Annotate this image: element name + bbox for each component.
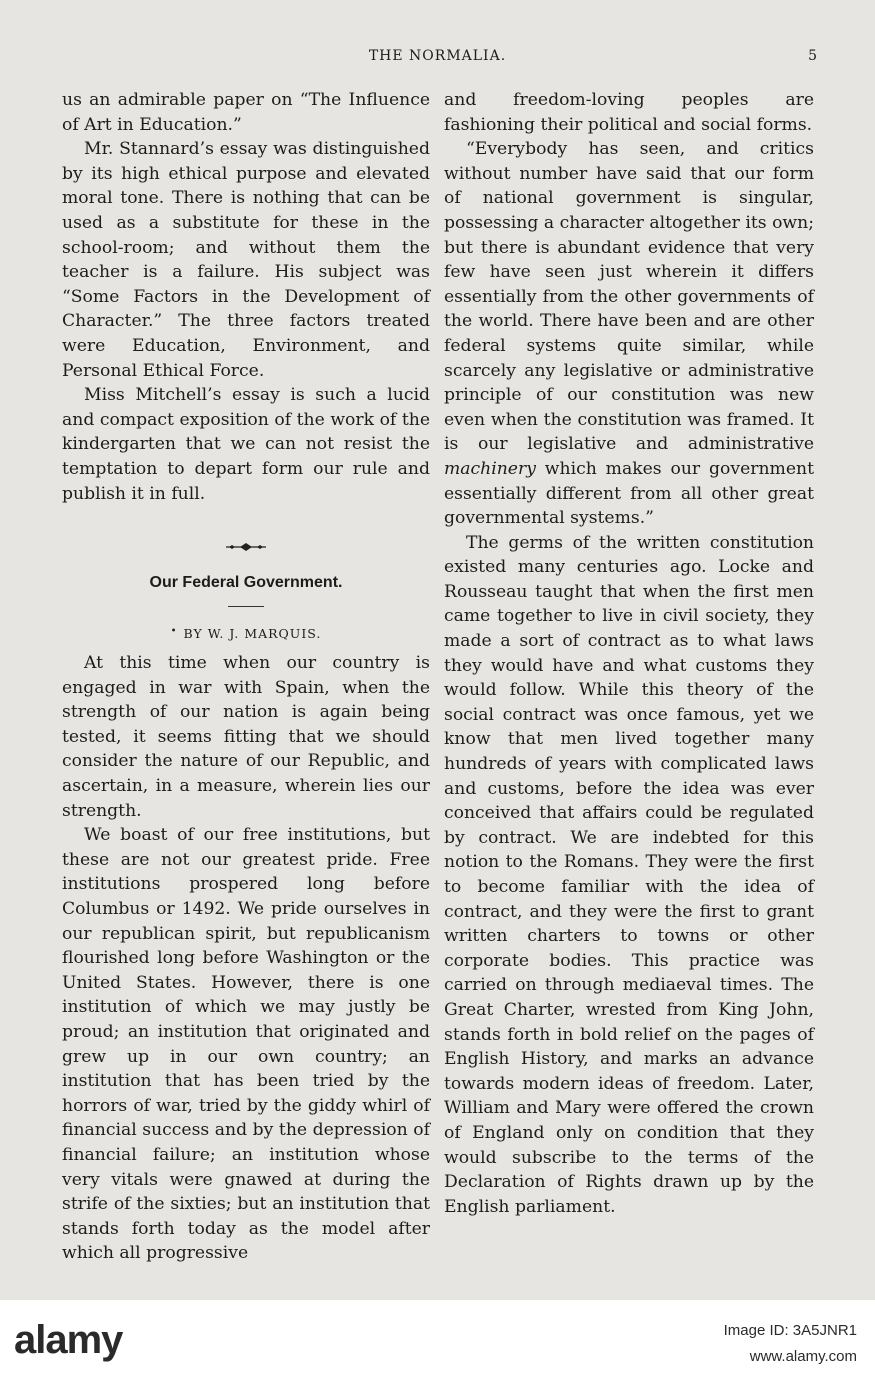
byline-mark: • bbox=[170, 626, 178, 638]
left-column bbox=[62, 88, 430, 1266]
running-header: THE NORMALIA. bbox=[368, 48, 507, 64]
paragraph: We boast of our free institutions, but these are not our greatest pride. Free institutions prospered long before Columbus or 1492. We pride ourselves in our republican spirit, but republicanism flourished long before Washington or the United States. However, there is one institution of which we may justly be proud; an institution that originated and grew up in our own country; an institution that has been tried by the horrors of war, tried by the giddy whirl of financial success and by the depression of financial failure; an institution whose very vitals were gnawed at during the strife of the sixties; but an institution that stands forth today as the model after which all progressive bbox=[62, 825, 430, 1264]
paragraph-quote bbox=[444, 137, 814, 531]
italic-word: machinery bbox=[444, 458, 536, 479]
ornament-divider-icon bbox=[224, 542, 268, 552]
paragraph: us an admirable paper on “The Influence of Art in Education.” bbox=[62, 90, 430, 135]
quote-text: “Everybody has seen, and critics without number have said that our form of national government is singular, possessing a character altogether its own; but there is abundant evidence that very few have seen just wherein it differs essentially from the other governments of the world. There have been and are other federal systems quite similar, while scarcely any legislative or administrative principle of our constitution was new even when the constitution was framed. It is our legislative and administrative bbox=[444, 139, 814, 455]
image-id: Image ID: 3A5JNR1 bbox=[723, 1322, 857, 1339]
right-column bbox=[444, 88, 814, 1219]
section-ornament bbox=[62, 542, 430, 552]
quote-text-end: which makes our government essentially different from all other great governmental systems.” bbox=[444, 458, 814, 529]
author-byline bbox=[62, 623, 430, 643]
brand-logo: alamy bbox=[14, 1318, 123, 1362]
stock-footer bbox=[0, 1300, 875, 1390]
title-rule bbox=[228, 606, 264, 607]
paragraph: At this time when our country is engaged in war with Spain, when the strength of our nation is again being tested, it seems fitting that we should consider the nature of our Republic, and ascertain, in a measure, wherein lies our strength. bbox=[62, 653, 430, 821]
page-number: 5 bbox=[808, 48, 817, 64]
paragraph: The germs of the written constitution existed many centuries ago. Locke and Rousseau taught that when the first men came together to live in civil society, they made a sort of contract as to what laws they would have and what customs they would follow. While this theory of the social contract was once famous, yet we know that men lived together many hundreds of years with complicated laws and customs, before the idea was ever conceived that affairs could be regulated by contract. We are indebted for this notion to the Romans. They were the first to become familiar with the idea of contract, and they were the first to grant written charters to towns or other corporate bodies. This practice was carried on through mediaeval times. The Great Charter, wrested from King John, stands forth in bold relief on the pages of English History, and marks an advance towards modern ideas of freedom. Later, William and Mary were offered the crown of England only on condition that they would subscribe to the terms of the Declaration of Rights drawn up by the English parliament. bbox=[444, 532, 814, 1217]
paragraph: and freedom-loving peoples are fashioning their political and social forms. bbox=[444, 90, 814, 135]
article-title: Our Federal Government. bbox=[149, 574, 343, 592]
paragraph: Mr. Stannard’s essay was distinguished by its high ethical purpose and elevated moral tone. There is nothing that can be used as a substitute for these in the school-room; and without them the teacher is a failure. His subject was “Some Factors in the Development of Character.” The three factors treated were Education, Environment, and Personal Ethical Force. bbox=[62, 139, 430, 381]
paragraph: Miss Mitchell’s essay is such a lucid and compact exposition of the work of the kindergarten that we can not resist the temptation to depart form our rule and publish it in full. bbox=[62, 385, 430, 504]
byline-text: BY W. J. MARQUIS. bbox=[183, 626, 322, 642]
site-url: www.alamy.com bbox=[749, 1348, 857, 1365]
